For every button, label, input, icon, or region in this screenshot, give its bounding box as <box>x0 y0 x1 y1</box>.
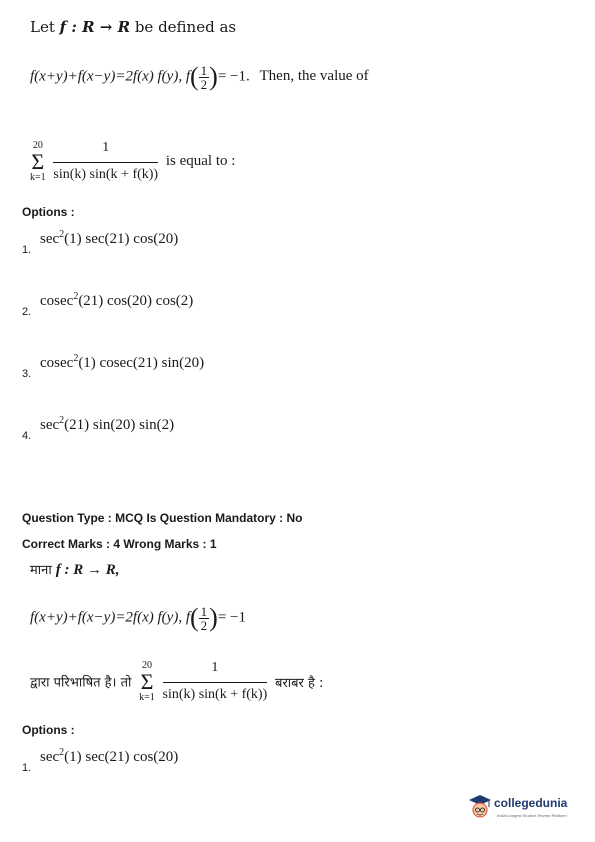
paren-open: ( <box>190 62 199 91</box>
collegedunia-logo <box>467 790 589 826</box>
fraction-denominator: sin(k) sin(k + f(k)) <box>163 682 268 703</box>
logo-tagline: India's largest Student Review Platform <box>497 813 567 818</box>
sum-upper-limit: 20 <box>32 139 43 151</box>
half-denominator: 2 <box>200 617 208 633</box>
summation-expression <box>30 140 235 183</box>
f-label: f <box>185 68 190 85</box>
option-text: cosec <box>40 293 74 309</box>
option-1[interactable] <box>40 229 178 248</box>
option-exponent: 2 <box>59 229 65 240</box>
hindi-intro-text: माना <box>30 563 52 578</box>
sigma-symbol: Σ <box>31 148 45 174</box>
option-text: sec <box>40 417 60 433</box>
options-label-2: Options : <box>22 723 75 737</box>
option-exponent: 2 <box>73 353 79 364</box>
paren-close: ) <box>209 603 218 632</box>
option-3[interactable] <box>40 353 204 372</box>
option-exponent: 2 <box>59 747 65 758</box>
sum-lower-limit: k=1 <box>139 691 155 703</box>
option-2[interactable] <box>40 291 193 310</box>
sum-lower-limit: k=1 <box>30 171 46 183</box>
option-number: 1. <box>22 762 32 774</box>
equation-value: = −1. <box>217 68 250 85</box>
hindi-intro <box>30 560 119 579</box>
option-text: (1) sec(21) cos(20) <box>64 231 179 247</box>
question-type-line: Question Type : MCQ Is Question Mandatory : No <box>22 511 303 525</box>
option-number: 4. <box>22 430 32 442</box>
question-intro <box>30 18 236 36</box>
summation <box>30 141 46 183</box>
option-text: sec <box>40 231 60 247</box>
hindi-sum-fraction <box>163 660 268 703</box>
option-text: (1) sec(21) cos(20) <box>64 749 179 765</box>
hindi-f-label: f <box>185 609 190 626</box>
paren-close: ) <box>209 62 218 91</box>
logo-name: collegedunia <box>494 796 568 810</box>
hindi-equation-value: = −1 <box>217 609 247 626</box>
functional-equation <box>30 62 369 92</box>
sum-fraction <box>53 140 158 183</box>
options-label: Options : <box>22 205 75 219</box>
option-exponent: 2 <box>73 291 79 302</box>
sigma-symbol: Σ <box>140 668 154 694</box>
equation-text: f(x+y)+f(x−y)=2f(x) f(y), <box>30 68 183 85</box>
hindi-function-map: f : R → R, <box>55 562 120 578</box>
fraction-denominator: sin(k) sin(k + f(k)) <box>53 162 158 183</box>
half-numerator: 1 <box>200 62 208 78</box>
fraction-numerator: 1 <box>102 140 110 155</box>
option-number: 1. <box>22 244 32 256</box>
option-text: (21) cos(20) cos(2) <box>78 293 194 309</box>
hindi-summation <box>139 661 155 703</box>
then-text: Then, the value of <box>259 68 369 85</box>
equal-to-text: is equal to : <box>165 153 236 169</box>
marks-line: Correct Marks : 4 Wrong Marks : 1 <box>22 537 217 551</box>
intro-suffix: be defined as <box>134 18 237 36</box>
option-4[interactable] <box>40 415 174 434</box>
hindi-equal-to-text: बराबर है : <box>275 675 324 691</box>
fraction-numerator: 1 <box>211 660 219 675</box>
half-denominator: 2 <box>200 76 208 92</box>
half-fraction <box>199 64 210 91</box>
option-exponent: 2 <box>59 415 65 426</box>
function-map: f : R → R <box>59 18 131 36</box>
option-text: sec <box>40 749 60 765</box>
hindi-summation-expression <box>30 660 323 703</box>
paren-open: ( <box>190 603 199 632</box>
sum-upper-limit: 20 <box>141 659 152 671</box>
option-text: cosec <box>40 355 74 371</box>
hindi-equation-text: f(x+y)+f(x−y)=2f(x) f(y), <box>30 609 183 626</box>
hindi-functional-equation <box>30 603 246 633</box>
student-mascot-icon <box>467 792 493 822</box>
option-text: (21) sin(20) sin(2) <box>64 417 175 433</box>
option-text: (1) cosec(21) sin(20) <box>78 355 205 371</box>
hindi-defined-text: द्वारा परिभाषित है। तो <box>30 675 132 691</box>
option-number: 3. <box>22 368 32 380</box>
intro-prefix: Let <box>30 18 55 36</box>
half-numerator: 1 <box>200 603 208 619</box>
option-number: 2. <box>22 306 32 318</box>
hindi-option-1[interactable] <box>40 747 178 766</box>
hindi-half-fraction <box>199 605 210 632</box>
